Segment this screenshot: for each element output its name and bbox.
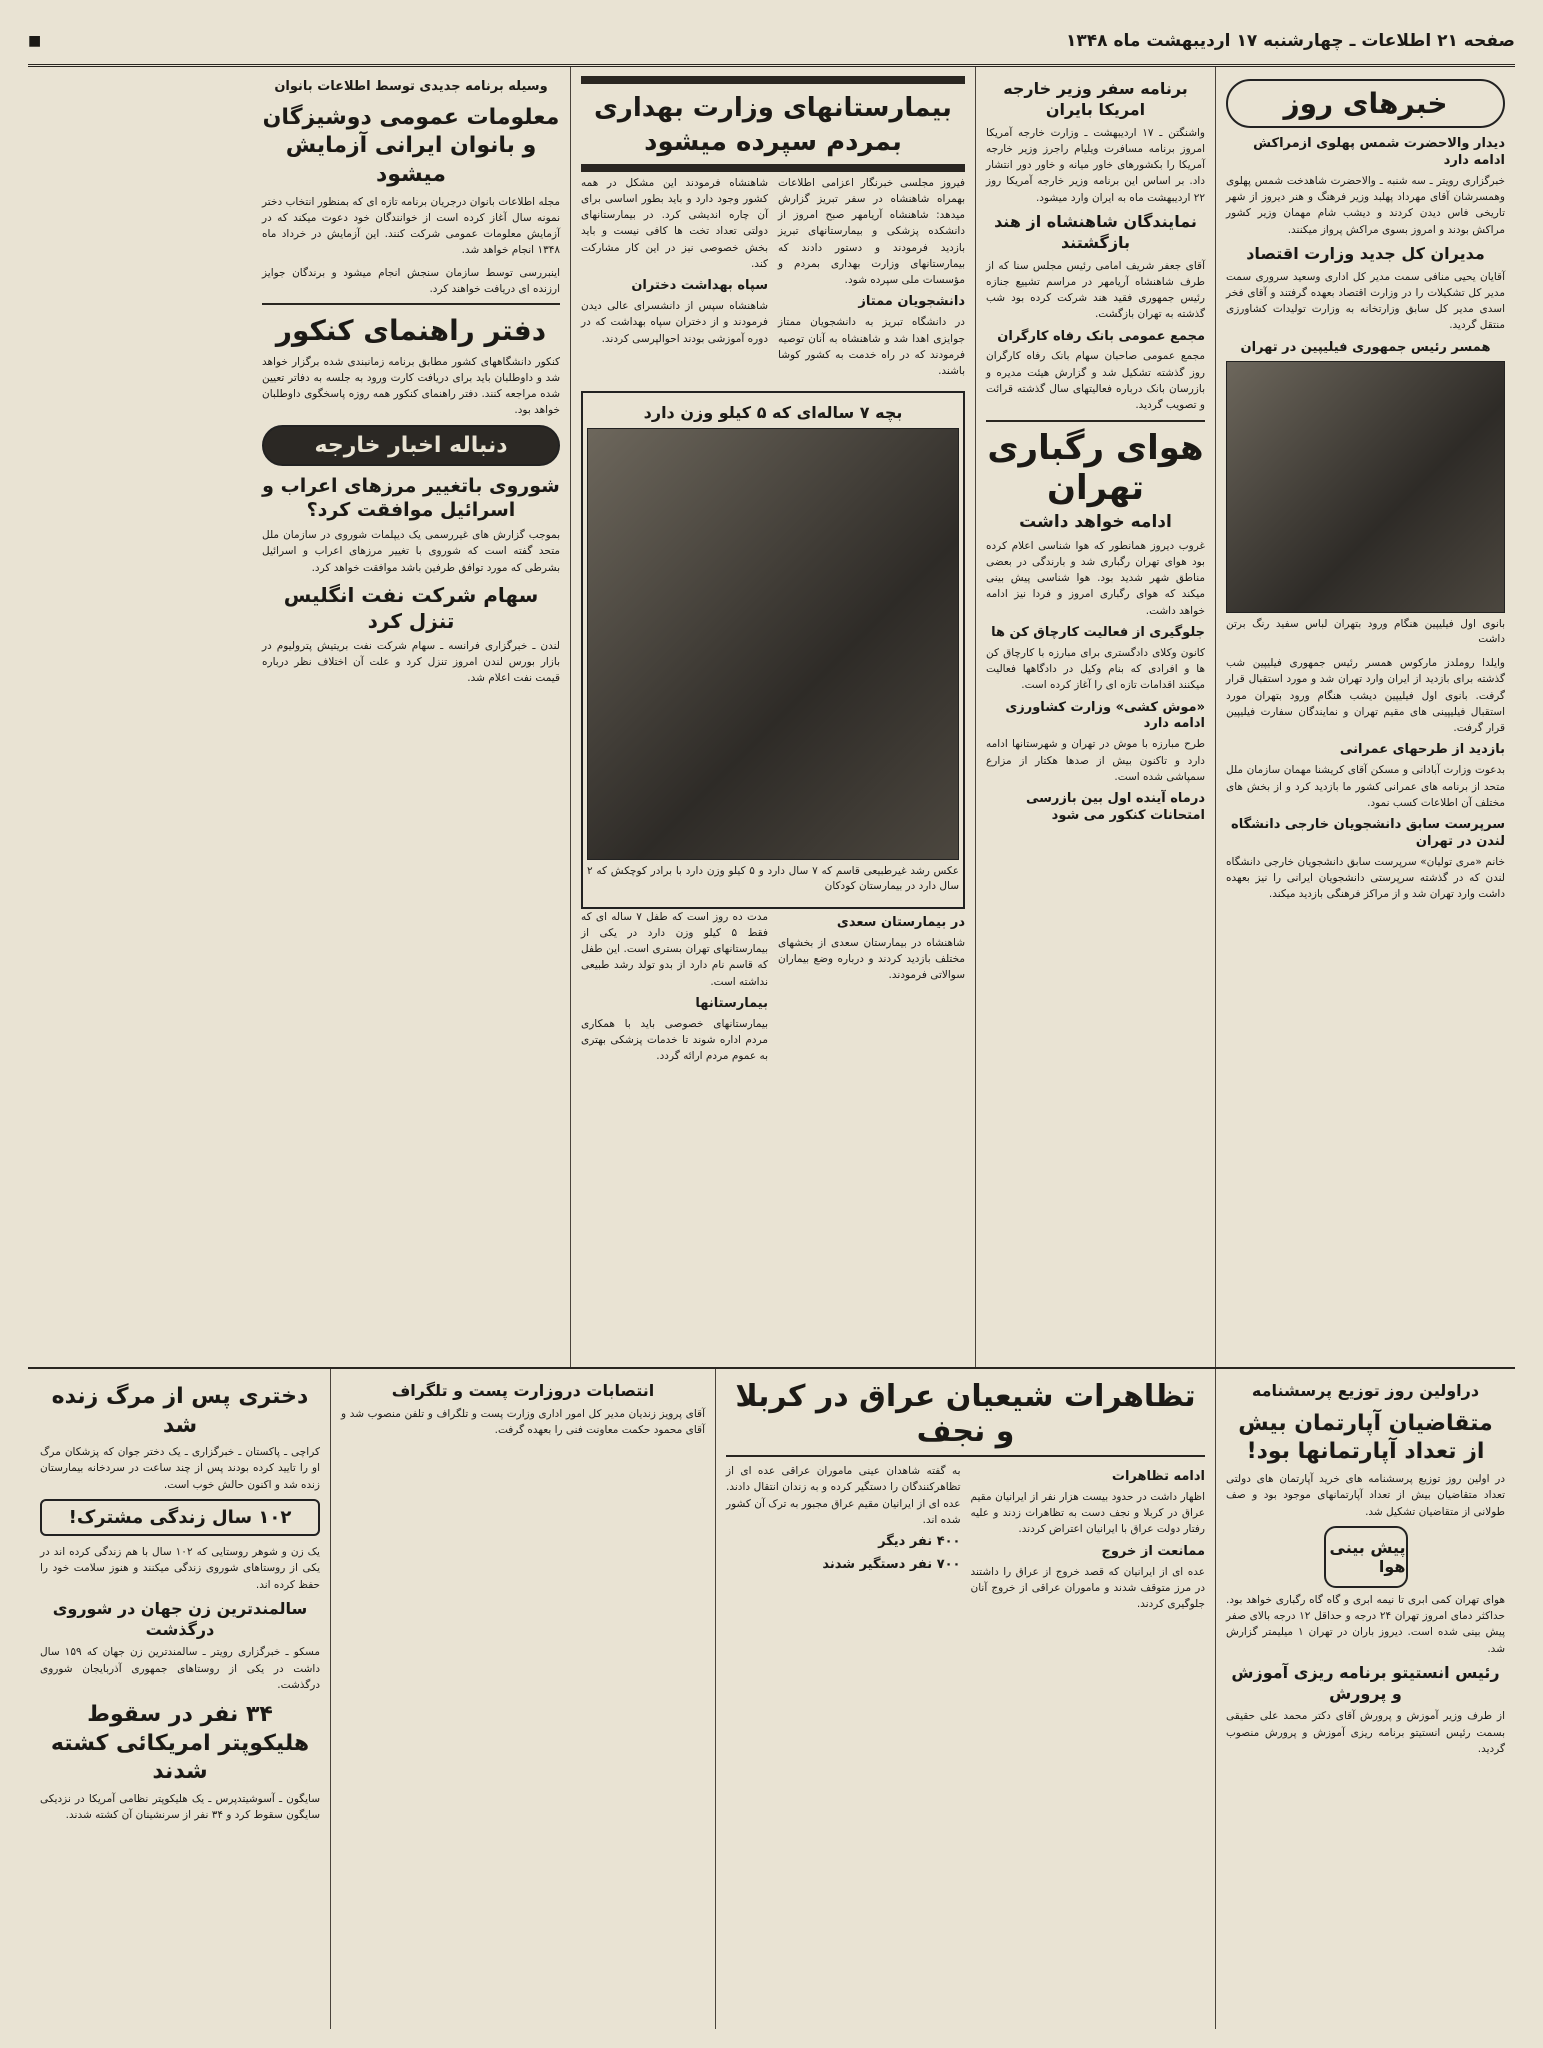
article-body: واشنگتن ـ ۱۷ اردیبهشت ـ وزارت خارجه آمریکا امروز برنامه مسافرت ویلیام راجرز وزیر خارجه آمریکا را بکشورهای خاور میانه و خاور دور انتشار داد. بر اساس این برنامه وزیر خارجه آمریکا روز ۲۲ اردیبهشت ماه به ایران وارد میشود. (986, 126, 1205, 204)
subheading: سپاه بهداشت دختران (631, 278, 768, 294)
foreign-column (975, 67, 1215, 1367)
article-body: عده ای از ایرانیان که قصد خروج از عراق را داشتند در مرز متوقف شدند و ماموران عراقی از خروج آنان جلوگیری کردند. (970, 1565, 1205, 1611)
article-body: طرح مبارزه با موش در تهران و شهرستانها ادامه دارد و تاکنون بیش از صدها هکتار از مزارع سمپاشی شده است. (986, 738, 1205, 783)
article-body: شاهنشاه در بیمارستان سعدی از بخشهای مختلف بازدید کردند و درباره وضع بیماران سوالاتی فرمودند. (778, 936, 965, 982)
daily-news-header: خبرهای روز (1226, 79, 1505, 128)
article-body: آقای جعفر شریف امامی رئیس مجلس سنا که از طرف شاهنشاه آریامهر در مراسم تشییع جنازه رئیس جمهوری فقید هند شرکت کرده بود شب گذشته به تهران بازگشت. (986, 259, 1205, 321)
article-title: سالمندترین زن جهان در شوروی درگذشت (52, 1598, 308, 1639)
headline-bar (581, 164, 965, 172)
telegraph-column (330, 1369, 715, 2029)
iraq-column (715, 1369, 1215, 2029)
divider (262, 303, 560, 305)
article-body: مجمع عمومی صاحبان سهام بانک رفاه کارگران روز گذشته تشکیل شد و گزارش هیئت مدیره و بازرسان بانک درباره فعالیتهای سال گذشته قرائت و تصویب گردید. (986, 350, 1205, 412)
rain-headline: هوای رگباری تهران (987, 427, 1204, 508)
article-title: درماه آینده اول بین بازرسی امتحانات کنکور می شود (1025, 791, 1205, 824)
subheading: ممانعت از خروج (1101, 1543, 1205, 1559)
misc-column (30, 1369, 330, 2029)
news-item-body: وایلدا روملدز مارکوس همسر رئیس جمهوری فیلیپین شب گذشته برای بازدید از ایران وارد تهران شد و مورد استقبال قرار گرفت. بانوی اول فیلیپین دیشب هنگام ورود بتهران مورد استقبال فیلیپینی های مقیم تهران و نمایندگان سفارت فیلیپین قرار گرفت. (1226, 657, 1505, 735)
article-title: معلومات عمومی دوشیزگان و بانوان ایرانی آزمایش میشود (262, 104, 560, 188)
hospital-headline: بیمارستانهای وزارت بهداری بمردم سپرده میشود (594, 93, 952, 157)
article-body: مجله اطلاعات بانوان درجریان برنامه تازه ای که بمنظور انتخاب دختر نمونه سال آغاز کرده است از خوانندگان خود دعوت میکند که در آزمایش معلومات عمومی شرکت کنند. این آزمایش در خرداد ماه ۱۳۴۸ انجام خواهد شد. (262, 195, 560, 257)
hospital-column (570, 67, 975, 1367)
article-title: نمایندگان شاهنشاه از هند بازگشتند (994, 211, 1197, 252)
article-title: مجمع عمومی بانک رفاه کارگران (997, 328, 1205, 344)
text-subcolumn (971, 1463, 1206, 1618)
news-item-title: دیدار والاحضرت شمس پهلوی ازمراکش ادامه دارد (1253, 136, 1505, 168)
subheading: ۴۰۰ نفر دیگر (878, 1534, 961, 1550)
subheading: ادامه تظاهرات (1111, 1469, 1205, 1484)
article-title: سهام شرکت نفت انگلیس تنزل کرد (283, 582, 539, 633)
article-title: دختری پس از مرگ زنده شد (51, 1384, 309, 1438)
article-body: اظهار داشت در حدود بیست هزار نفر از ایرانیان مقیم عراق در کربلا و نجف دست به تظاهرات زدند و علیه رفتار دولت عراق با ایرانیان اعتراض کردند. (970, 1490, 1205, 1536)
weather-logo: پیش بینی هوا (1324, 1526, 1408, 1588)
masthead (28, 18, 1515, 67)
photo-title: بچه ۷ ساله‌ای که ۵ کیلو وزن دارد (643, 403, 903, 423)
news-item-body: آقایان یحیی منافی سمت مدیر کل اداری وسعید سروری سمت مدیر کل تشکیلات را در وزارت اقتصاد بعهده گرفتند و آقای فخر اسدی مدیر کل سابق وزارتخانه به وزارت تولیدات کشاورزی منتقل گردید. (1226, 270, 1505, 332)
subheading: در بیمارستان سعدی (836, 914, 965, 930)
article-title: شوروی باتغییر مرزهای اعراب و اسرائیل موافقت کرد؟ (262, 474, 560, 522)
rain-subheadline: ادامه خواهد داشت (1019, 511, 1172, 532)
text-subcolumn (778, 909, 965, 1071)
article-title: رئیس انستیتو برنامه ریزی آموزش و پرورش (1231, 1662, 1500, 1703)
article-body: آقای پرویز زندیان مدیر کل امور اداری وزارت پست و تلگراف و تلفن منصوب شد و آقای محمود حکمت معاونت فنی را بعهده گرفت. (341, 1407, 705, 1437)
iraq-text-columns (726, 1463, 1205, 1618)
news-item-title: مدیران کل جدید وزارت اقتصاد (1246, 243, 1485, 263)
top-grid (28, 67, 1515, 1369)
article-body: شاهنشاه فرمودند این مشکل در همه کشور وجود دارد و باید بطور اساسی برای آن چاره اندیشی کرد. در بیمارستانهای دولتی تعداد تخت ها کافی نیست و باید بخش خصوصی نیز در این کار مشارکت کند. (581, 176, 768, 270)
article-title: «موش کشی» وزارت کشاورزی ادامه دارد (1005, 699, 1205, 732)
weather-body: هوای تهران کمی ابری تا نیمه ابری و گاه گاه رگباری خواهد بود. حداکثر دمای امروز تهران ۲۴ درجه و حداقل ۱۲ درجه بالای صفر پیش بینی شده است. دیروز باران در تهران ۱ میلیمتر گزارش شد. (1226, 1593, 1506, 1655)
text-subcolumn (778, 175, 965, 386)
divider (726, 1455, 1205, 1457)
article-body: غروب دیروز همانطور که هوا شناسی اعلام کرده بود هوای تهران رگباری شد و بارندگی در بعضی مناطق شهر شدید بود. هوا شناسی پیش بینی میکند که هوای رگباری امروز و فردا نیز ادامه خواهد داشت. (986, 539, 1205, 617)
article-body: کانون وکلای دادگستری برای مبارزه با کارچاق کن ها و افرادی که بنام وکیل در دادگاهها فعالیت میکنند اقدامات تازه ای را آغاز کرده است. (986, 646, 1205, 692)
news-item-title: سرپرست سابق دانشجویان خارجی دانشگاه لندن در تهران (1231, 817, 1505, 849)
news-item-body: بدعوت وزارت آبادانی و مسکن آقای کریشنا مهمان سازمان ملل متحد از برنامه های عمرانی کشور ما بازدید کرد و از بخش های مختلف آن اطلاعات کسب نمود. (1226, 764, 1505, 809)
followup-header: دنباله اخبار خارجه (262, 425, 560, 466)
article-body: بیمارستانهای خصوصی باید با همکاری مردم اداره شوند تا خدمات پزشکی بهتری به عموم مردم ارائه گردد. (581, 1017, 768, 1063)
article-title: جلوگیری از فعالیت کارچاق کن ها (991, 624, 1205, 640)
news-item-body: خبرگزاری رویتر ـ سه شنبه ـ والاحضرت شاهدخت شمس پهلوی وهمسرشان آقای مهرداد پهلبد وزیر فرهنگ و هنر دیروز از شهر تاریخی فاس دیدن کردند و دیشب شام مهمان وزیر کشور مراکش بودند و امروز بسوی مراکش پرواز میکنند. (1226, 174, 1505, 236)
article-body: در دانشگاه تبریز به دانشجویان ممتاز جوایزی اهدا شد و شاهنشاه به آنان توصیه فرمودند که در راه خدمت به کشور کوشا باشند. (778, 316, 965, 378)
photo-caption: عکس رشد غیرطبیعی قاسم که ۷ سال دارد و ۵ کیلو وزن دارد با برادر کوچکش که ۲ سال دارد در بیمارستان کودکان (587, 865, 959, 893)
subheading: دانشجویان ممتاز (858, 294, 965, 310)
masthead-ornament: ■ (28, 33, 42, 49)
article-body: به گفته شاهدان عینی ماموران عراقی عده ای از تظاهرکنندگان را دستگیر کرده و به زندان انتقال دادند. عده ای از ایرانیان مقیم عراق مجبور به ترک آن کشور شده اند. (726, 1465, 961, 1526)
article-body: یک زن و شوهر روستایی که ۱۰۲ سال با هم زندگی کرده اند در یکی از روستاهای شوروی زندگی میکنند و هنوز سلامت خود را حفظ کرده اند. (40, 1545, 320, 1591)
article-body: در اولین روز توزیع پرسشنامه های خرید آپارتمان های دولتی تعداد متقاضیان بیش از تعداد آپارتمانهای موجود بود و صف طولانی از متقاضیان تشکیل شد. (1226, 1472, 1505, 1518)
article-body: شاهنشاه سپس از دانشسرای عالی دیدن فرمودند و از دختران سپاه بهداشت که در دوره آموزشی بودند احوالپرسی کردند. (581, 300, 768, 345)
article-body: کنکور دانشگاههای کشور مطابق برنامه زمانبندی شده برگزار خواهد شد و داوطلبان باید برای دریافت کارت ورود به جلسه به دفاتر تعیین شده مراجعه کنند. دفتر راهنمای کنکور همه روزه پاسخگوی داوطلبان خواهد بود. (262, 355, 560, 417)
life-title: ۱۰۲ سال زندگی مشترک! (40, 1499, 320, 1536)
first-lady-photo (1226, 361, 1505, 613)
page-label: صفحه ۲۱ اطلاعات ـ چهارشنبه ۱۷ اردیبهشت ماه ۱۳۴۸ (1066, 31, 1515, 51)
subheading: ۷۰۰ نفر دستگیر شدند (822, 1556, 961, 1572)
hospital-text-columns-lower (581, 909, 965, 1071)
article-body: مدت ده روز است که طفل ۷ ساله ای که فقط ۵ کیلو وزن دارد در یکی از بیمارستانهای تهران بستری است. این طفل که قاسم نام دارد از بدو تولد رشد طبیعی نداشته است. (581, 910, 768, 988)
article-title: دراولین روز توزیع پرسشنامه (1251, 1381, 1480, 1400)
article-body: فیروز مجلسی خبرنگار اعزامی اطلاعات بهمراه شاهنشاه در سفر تبریز گزارش میدهد: شاهنشاه آریامهر صبح امروز از دانشکده پزشکی و بیمارستانهای تبریز بازدید فرمودند و دستور دادند که بیمارستانهای وزارت بهداری بمردم و مؤسسات ملی سپرده شود. (778, 176, 965, 287)
bottom-grid (28, 1369, 1515, 2029)
weather-column (1215, 1369, 1515, 2029)
konkur-title: دفتر راهنمای کنکور (275, 314, 547, 348)
article-title: ۳۴ نفر در سقوط هلیکوپتر امریکائی کشته شدند (50, 1702, 310, 1785)
news-item-title: بازدید از طرحهای عمرانی (1339, 742, 1505, 758)
article-title: انتصابات دروزارت پست و تلگراف (391, 1381, 655, 1400)
daily-news-column (1215, 67, 1515, 1367)
hospital-text-columns (581, 175, 965, 386)
text-subcolumn (581, 909, 768, 1071)
headline-bar (581, 76, 965, 84)
article-body: از طرف وزیر آموزش و پرورش آقای دکتر محمد علی حقیقی بسمت رئیس انستیتو برنامه ریزی آموزش و پرورش منصوب گردید. (1226, 1710, 1505, 1755)
article-body: سایگون ـ آسوشیتدپرس ـ یک هلیکوپتر نظامی آمریکا در نزدیکی سایگون سقوط کرد و ۳۴ نفر از سرنشینان آن کشته شدند. (40, 1792, 320, 1822)
women-column (252, 67, 570, 1367)
news-item-title: همسر رئیس جمهوری فیلیپین در تهران (1240, 339, 1491, 355)
article-title: برنامه سفر وزیر خارجه امریکا بایران (1003, 79, 1188, 119)
article-kicker: وسیله برنامه جدیدی توسط اطلاعات بانوان (274, 79, 548, 94)
text-subcolumn (581, 175, 768, 386)
text-subcolumn (726, 1463, 961, 1618)
news-item-body: خانم «مری تولیان» سرپرست سابق دانشجویان خارجی دانشگاه لندن که در گذشته سرپرستی دانشجویان ایرانی را نیز بعهده داشت وارد تهران شد و از مراکز فرهنگی بازدید میکند. (1226, 855, 1505, 901)
article-body: بموجب گزارش های غیررسمی یک دیپلمات شوروی در سازمان ملل متحد گفته است که شوروی با تغییر مرزهای اعراب و اسرائیل بشرطی که مورد توافق طرفین باشد موافقت خواهد کرد. (262, 529, 560, 574)
article-body: مسکو ـ خبرگزاری رویتر ـ سالمندترین زن جهان که ۱۵۹ سال داشت در یکی از روستاهای جمهوری آذربایجان شوروی درگذشت. (40, 1646, 320, 1691)
article-body: اینبررسی توسط سازمان سنجش انجام میشود و برندگان جوایز ارزنده ای دریافت خواهند کرد. (262, 266, 560, 295)
children-photo (587, 428, 959, 860)
article-body: کراچی ـ پاکستان ـ خبرگزاری ـ یک دختر جوان که پزشکان مرگ او را تایید کرده بودند پس از چند ساعت در سردخانه بیمارستان زنده شد و اکنون حالش خوب است. (40, 1446, 320, 1491)
iraq-headline: تظاهرات شیعیان عراق در کربلا و نجف (735, 1379, 1196, 1449)
article-title: متقاضیان آپارتمان بیش از تعداد آپارتمانها بود! (1238, 1410, 1493, 1465)
subheading: بیمارستانها (695, 995, 768, 1011)
child-photo-box (581, 391, 965, 908)
article-body: لندن ـ خبرگزاری فرانسه ـ سهام شرکت نفت بریتیش پترولیوم در بازار بورس لندن امروز تنزل کرد و علت آن اختلاف نظر درباره قیمت نفت اعلام شد. (262, 639, 560, 685)
photo-caption: بانوی اول فیلیپین هنگام ورود بتهران لباس سفید رنگ برتن داشت (1226, 617, 1505, 645)
divider (986, 420, 1205, 422)
